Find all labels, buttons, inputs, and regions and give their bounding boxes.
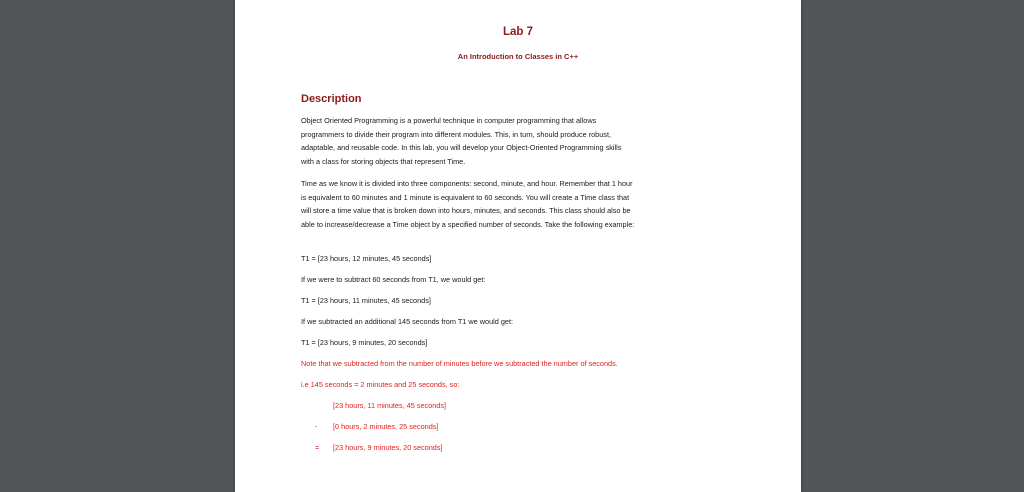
page-title: Lab 7 bbox=[502, 26, 534, 38]
paragraph-intro bbox=[301, 114, 751, 168]
calc-minus-sign: - bbox=[315, 422, 318, 431]
paragraph-line: adaptable, and reusable code. In this lab, you will develop your Object-Oriented Programming skills bbox=[301, 143, 622, 153]
paragraph-line: is equivalent to 60 minutes and 1 minute is equivalent to 60 seconds. You will create a Time class that bbox=[301, 192, 630, 202]
t1-after-60: T1 = [23 hours, 11 minutes, 45 seconds] bbox=[301, 296, 431, 305]
paragraph-line: will store a time value that is broken down into hours, minutes, and seconds. This class should also be bbox=[301, 206, 631, 216]
ie-text: i.e 145 seconds = 2 minutes and 25 seconds, so: bbox=[301, 380, 460, 389]
paragraph-line: Object Oriented Programming is a powerful technique in computer programming that allows bbox=[301, 116, 597, 125]
paragraph-line: programmers to divide their program into different modules. This, in turn, should produce robust, bbox=[301, 129, 612, 139]
paragraph-line: able to increase/decrease a Time object by a specified number of seconds. Take the following example: bbox=[301, 219, 635, 229]
note-text: Note that we subtracted from the number of minutes before we subtracted the number of seconds. bbox=[301, 359, 618, 368]
subtract-145-text: If we subtracted an additional 145 seconds from T1 we would get: bbox=[301, 317, 514, 326]
calc-row-3: [23 hours, 9 minutes, 20 seconds] bbox=[333, 443, 443, 452]
t1-after-145: T1 = [23 hours, 9 minutes, 20 seconds] bbox=[301, 338, 428, 347]
subtract-60-text: If we were to subtract 60 seconds from T1, we would get: bbox=[301, 275, 486, 284]
calc-row-2: [0 hours, 2 minutes, 25 seconds] bbox=[333, 422, 439, 431]
t1-initial: T1 = [23 hours, 12 minutes, 45 seconds] bbox=[301, 254, 432, 263]
paragraph-line: Time as we know it is divided into three components: second, minute, and hour. Remember that 1 hour bbox=[301, 179, 633, 188]
document-page bbox=[235, 0, 801, 492]
paragraph-line: with a class for storing objects that represent Time. bbox=[301, 156, 466, 166]
calc-row-1: [23 hours, 11 minutes, 45 seconds] bbox=[333, 401, 447, 410]
paragraph-time bbox=[301, 177, 751, 231]
calc-equals-sign: = bbox=[315, 443, 320, 452]
page-subtitle: An Introduction to Classes in C++ bbox=[457, 52, 579, 61]
section-heading: Description bbox=[301, 93, 362, 105]
